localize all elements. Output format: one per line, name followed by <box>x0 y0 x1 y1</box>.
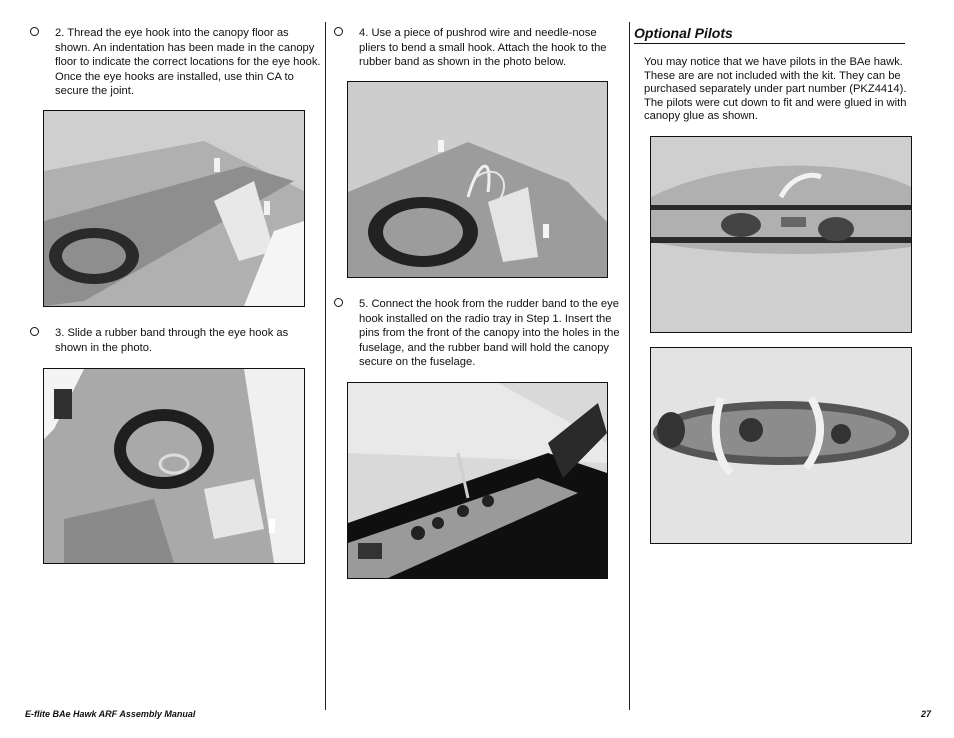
step-3 <box>30 326 322 355</box>
checkbox-bullet-icon <box>334 298 343 307</box>
footer-manual-title: E-flite BAe Hawk ARF Assembly Manual <box>25 709 196 719</box>
step-5 <box>334 297 624 370</box>
photo-eye-hook-canopy-floor <box>43 110 305 307</box>
column-divider-right <box>629 22 630 710</box>
step-5-text: 5. Connect the hook from the rudder band to the eye hook installed on the radio tray in Step 1. Insert the pins from the front of the canopy into the holes in the fuselage, and the rubber band will hold the canopy secure on the fuselage. <box>359 298 620 369</box>
column-divider-left <box>325 22 326 710</box>
step-2 <box>30 26 322 99</box>
photo-canopy-pilots-top <box>650 347 912 544</box>
photo-canopy-on-fuselage <box>347 382 608 579</box>
step-4 <box>334 26 624 70</box>
section-heading: Optional Pilots <box>634 25 905 44</box>
photo-pushrod-hook <box>347 81 608 278</box>
step-3-text: 3. Slide a rubber band through the eye hook as shown in the photo. <box>55 327 289 354</box>
checkbox-bullet-icon <box>30 27 39 36</box>
footer-page-number: 27 <box>921 709 932 719</box>
optional-pilots-paragraph: You may notice that we have pilots in the BAe hawk. These are are not included with the kit. They can be purchased separately under part number (PKZ4414). The pilots were cut down to fit and were glued in with canopy glue as shown. <box>644 56 907 123</box>
step-2-text: 2. Thread the eye hook into the canopy floor as shown. An indentation has been made in the canopy floor to indicate the correct locations for the eye hook. Once the eye hooks are installed, use thin CA to secure the joint. <box>55 27 321 98</box>
photo-rubber-band-eye-hook <box>43 368 305 564</box>
step-4-text: 4. Use a piece of pushrod wire and needle-nose pliers to bend a small hook. Attach the hook to the rubber band as shown in the photo below. <box>359 27 607 69</box>
checkbox-bullet-icon <box>334 27 343 36</box>
checkbox-bullet-icon <box>30 327 39 336</box>
photo-canopy-pilots-side <box>650 136 912 333</box>
